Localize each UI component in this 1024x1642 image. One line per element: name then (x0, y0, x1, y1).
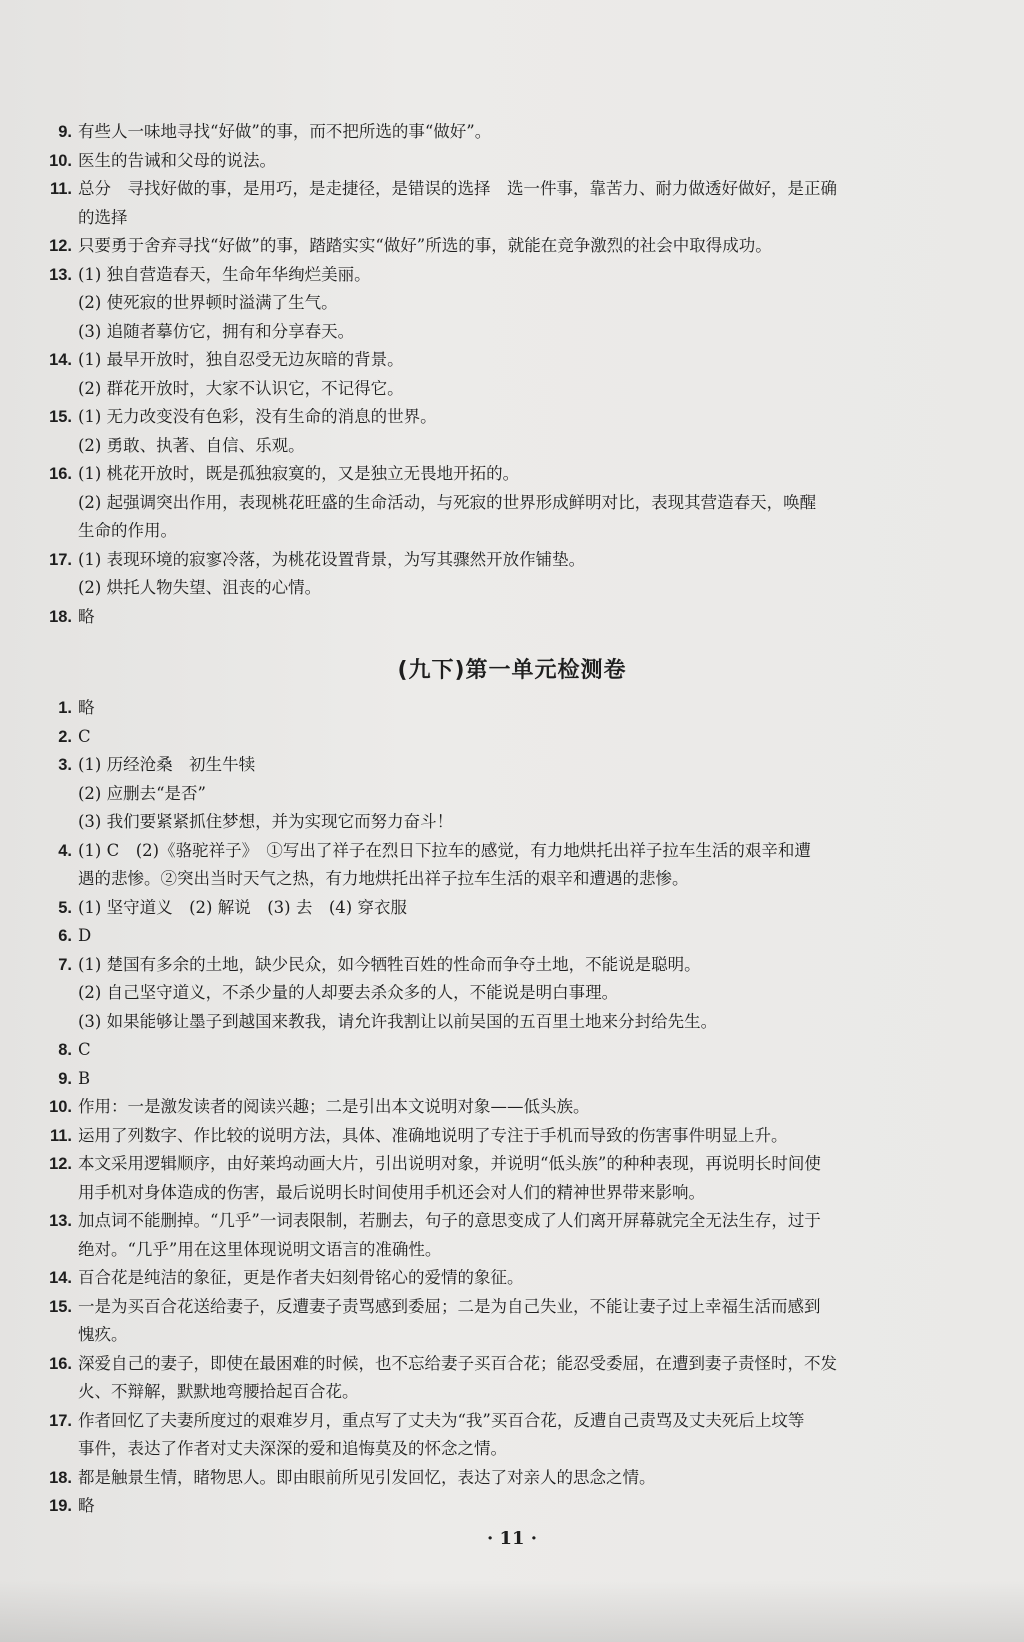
answer-item (34, 346, 984, 403)
answer-item (34, 1407, 984, 1464)
answer-number: 14. (49, 1269, 72, 1287)
answer-item (34, 1150, 984, 1207)
answer-line: 遇的悲惨。②突出当时天气之热，有力地烘托出祥子拉车生活的艰辛和遭遇的悲惨。 (78, 869, 689, 888)
answer-item (34, 1293, 984, 1350)
answer-item (34, 723, 984, 752)
answer-line: (2) 勇敢、执著、自信、乐观。 (78, 435, 305, 455)
answer-line: (2) 应删去“是否” (78, 783, 206, 803)
answer-number: 14. (49, 351, 72, 369)
answer-line: C (78, 1040, 91, 1059)
answer-line: (2) 起强调突出作用，表现桃花旺盛的生命活动，与死寂的世界形成鲜明对比，表现其营造春天，唤醒 (78, 492, 817, 512)
answer-item (34, 403, 984, 460)
answer-line: (1) 独自营造春天，生命年华绚烂美丽。 (78, 264, 371, 284)
answer-line: 火、不辩解，默默地弯腰拾起百合花。 (78, 1382, 359, 1401)
answer-number: 11. (49, 1126, 72, 1145)
answer-line: (1) 最早开放时，独自忍受无边灰暗的背景。 (78, 350, 404, 369)
answer-line: (1) 历经沧桑 初生牛犊 (78, 755, 256, 774)
answer-number: 15. (49, 1297, 72, 1316)
answers-part-2 (34, 694, 984, 1521)
answer-item (34, 1492, 984, 1521)
answer-item (34, 751, 984, 837)
answer-number: 15. (49, 408, 72, 426)
answer-number: 19. (49, 1497, 72, 1515)
answer-number: 1. (58, 699, 72, 717)
answer-line: 略 (78, 1496, 95, 1515)
answer-number: 9. (58, 1069, 72, 1088)
answer-item (34, 894, 984, 923)
answer-line: 本文采用逻辑顺序，由好莱坞动画大片，引出说明对象，并说明“低头族”的种种表现，再说明长时间使 (78, 1154, 821, 1173)
answer-line: 事件，表达了作者对丈夫深深的爱和追悔莫及的怀念之情。 (78, 1439, 507, 1458)
answer-line: (2) 群花开放时，大家不认识它，不记得它。 (78, 378, 404, 398)
answer-line: 作用：一是激发读者的阅读兴趣；二是引出本文说明对象——低头族。 (78, 1097, 590, 1116)
answer-line: (1) 表现环境的寂寥冷落，为桃花设置背景，为写其骤然开放作铺垫。 (78, 549, 586, 569)
answer-number: 12. (49, 237, 72, 255)
answer-line: (1) 坚守道义 (2) 解说 (3) 去 (4) 穿衣服 (78, 897, 407, 917)
answer-line: (2) 使死寂的世界顿时溢满了生气。 (78, 293, 338, 312)
answer-line: D (78, 926, 92, 945)
answer-item (34, 118, 984, 147)
answer-number: 18. (49, 607, 72, 626)
answers-part-1 (34, 118, 984, 631)
answer-number: 18. (49, 1468, 72, 1487)
answer-line: (1) C (2)《骆驼祥子》 ①写出了祥子在烈日下拉车的感觉，有力地烘托出祥子拉车生活的艰辛和遭 (78, 840, 811, 860)
answer-line: 有些人一味地寻找“好做”的事，而不把所选的事“做好”。 (78, 122, 492, 141)
answer-number: 2. (58, 727, 72, 746)
answer-number: 17. (49, 1411, 72, 1430)
answer-line: 百合花是纯洁的象征，更是作者夫妇刻骨铭心的爱情的象征。 (78, 1268, 524, 1287)
answer-line: B (78, 1068, 91, 1088)
answer-line: (2) 自己坚守道义，不杀少量的人却要去杀众多的人，不能说是明白事理。 (78, 983, 619, 1002)
answer-line: 总分 寻找好做的事，是用巧，是走捷径，是错误的选择 选一件事，靠苦力、耐力做透好做好，是正确 (78, 179, 837, 198)
answer-line: 深爱自己的妻子，即使在最困难的时候，也不忘给妻子买百合花；能忍受委屈，在遭到妻子责怪时，不发 (78, 1353, 837, 1373)
answer-line: (1) 无力改变没有色彩，没有生命的消息的世界。 (78, 407, 437, 426)
answer-item (34, 1122, 984, 1151)
answer-line: 作者回忆了夫妻所度过的艰难岁月，重点写了丈夫为“我”买百合花，反遭自己责骂及丈夫死后上坟等 (78, 1410, 805, 1430)
answer-item (34, 694, 984, 723)
answer-item (34, 1464, 984, 1493)
answer-line: 都是触景生情，睹物思人。即由眼前所见引发回忆，表达了对亲人的思念之情。 (78, 1467, 656, 1487)
answer-number: 16. (49, 1354, 72, 1373)
answer-item (34, 546, 984, 603)
answer-line: 医生的告诫和父母的说法。 (78, 150, 276, 170)
answer-item (34, 837, 984, 894)
answer-item (34, 603, 984, 632)
answer-line: 愧疚。 (78, 1325, 128, 1344)
answer-number: 3. (58, 756, 72, 774)
answer-item (34, 1065, 984, 1094)
answer-item (34, 922, 984, 951)
answer-number: 7. (58, 955, 72, 974)
answer-item (34, 951, 984, 1037)
answer-item (34, 232, 984, 261)
answer-number: 10. (49, 1098, 72, 1116)
answer-line: 用手机对身体造成的伤害，最后说明长时间使用手机还会对人们的精神世界带来影响。 (78, 1182, 705, 1202)
answer-number: 6. (58, 927, 72, 945)
section-title: (九下)第一单元检测卷 (397, 658, 627, 683)
answer-item (34, 1264, 984, 1293)
answer-line: 略 (78, 698, 95, 717)
answer-line: 略 (78, 606, 95, 626)
answer-line: C (78, 726, 91, 746)
answer-line: (3) 如果能够让墨子到越国来教我，请允许我割让以前吴国的五百里土地来分封给先生。 (78, 1011, 718, 1031)
answer-item (34, 261, 984, 347)
answer-line: (1) 楚国有多余的土地，缺少民众，如今牺牲百姓的性命而争夺土地，不能说是聪明。 (78, 954, 701, 974)
answer-number: 11. (49, 180, 72, 198)
page-number: · 11 · (486, 1528, 538, 1549)
answer-item (34, 147, 984, 176)
answer-number: 13. (49, 1212, 72, 1230)
answer-line: 运用了列数字、作比较的说明方法，具体、准确地说明了专注于手机而导致的伤害事件明显上升。 (78, 1125, 788, 1145)
answer-line: 只要勇于舍弃寻找“好做”的事，踏踏实实“做好”所选的事，就能在竞争激烈的社会中取得成功。 (78, 236, 772, 255)
answer-item (34, 1036, 984, 1065)
answer-number: 12. (49, 1155, 72, 1173)
page-shadow (0, 1580, 1024, 1642)
answer-line: 绝对。“几乎”用在这里体现说明文语言的准确性。 (78, 1239, 442, 1259)
answer-number: 8. (58, 1041, 72, 1059)
answer-item (34, 1093, 984, 1122)
answer-item (34, 460, 984, 546)
answer-line: 一是为买百合花送给妻子，反遭妻子责骂感到委屈；二是为自己失业，不能让妻子过上幸福生活而感到 (78, 1296, 821, 1316)
answer-number: 4. (58, 841, 72, 860)
answer-number: 13. (49, 265, 72, 284)
answer-number: 5. (58, 898, 72, 917)
answer-number: 10. (49, 151, 72, 170)
answer-item (34, 1207, 984, 1264)
answer-line: 生命的作用。 (78, 521, 177, 540)
answer-item (34, 1350, 984, 1407)
answer-line: (3) 追随者摹仿它，拥有和分享春天。 (78, 321, 355, 341)
answer-number: 16. (49, 465, 72, 483)
answer-number: 9. (58, 123, 72, 141)
answer-line: 加点词不能删掉。“几乎”一词表限制，若删去，句子的意思变成了人们离开屏幕就完全无法生存，过于 (78, 1211, 821, 1230)
answer-line: (3) 我们要紧紧抓住梦想，并为实现它而努力奋斗！ (78, 812, 454, 831)
answer-line: 的选择 (78, 207, 128, 227)
answer-item (34, 175, 984, 232)
answer-line: (1) 桃花开放时，既是孤独寂寞的，又是独立无畏地开拓的。 (78, 464, 520, 483)
answer-number: 17. (49, 550, 72, 569)
answer-line: (2) 烘托人物失望、沮丧的心情。 (78, 578, 322, 597)
